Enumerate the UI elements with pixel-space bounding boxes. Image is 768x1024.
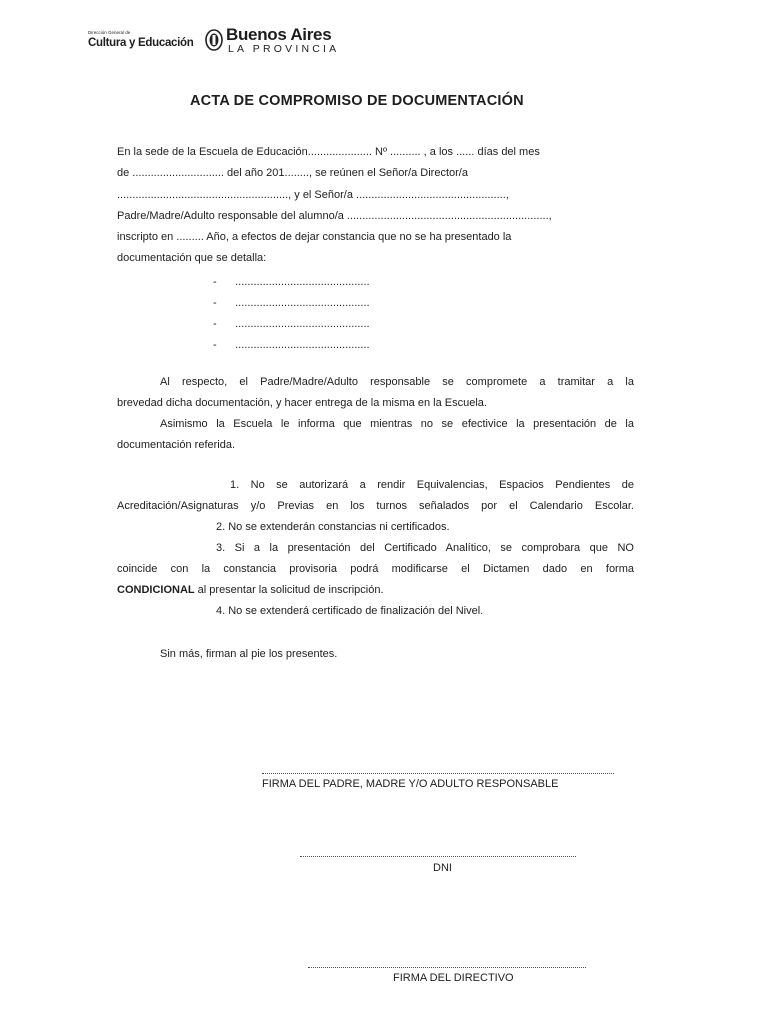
condition-1-line-1: 1. No se autorizará a rendir Equivalencias, Espacios Pendientes de <box>230 479 634 491</box>
body-p1-line-2: brevedad dicha documentación, y hacer entrega de la misma en la Escuela. <box>117 397 487 409</box>
list-bullet: - <box>213 318 217 330</box>
body-p1-line-1: Al respecto, el Padre/Madre/Adulto responsable se compromete a tramitar a la <box>160 376 634 388</box>
list-item-text: ............................................ <box>235 339 370 351</box>
dni-caption: DNI <box>433 862 452 874</box>
condition-3-line-3 <box>117 584 384 597</box>
list-item <box>213 293 370 311</box>
intro-line-5: inscripto en ......... Año, a efectos de dejar constancia que no se ha presentado la <box>117 231 512 243</box>
parent-signature-caption: FIRMA DEL PADRE, MADRE Y/O ADULTO RESPONSABLE <box>262 778 559 790</box>
list-bullet: - <box>213 276 217 288</box>
condition-2: 2. No se extenderán constancias ni certificados. <box>216 521 450 533</box>
logo-small-text: Dirección General de <box>88 30 131 35</box>
list-item-text: ............................................ <box>235 297 370 309</box>
closing-text: Sin más, firman al pie los presentes. <box>160 648 338 660</box>
brand-title: Buenos Aires <box>226 25 332 44</box>
body-p2-line-1: Asimismo la Escuela le informa que mientras no se efectivice la presentación de la <box>160 418 634 430</box>
intro-line-2: de .............................. del año 201........, se reúnen el Señor/a Director/a <box>117 167 468 179</box>
intro-line-6: documentación que se detalla: <box>117 252 267 264</box>
condition-3-rest: al presentar la solicitud de inscripción. <box>194 584 384 596</box>
body-p2-line-2: documentación referida. <box>117 439 236 451</box>
list-bullet: - <box>213 339 217 351</box>
brand-subtitle: LA PROVINCIA <box>228 43 340 55</box>
province-seal-icon <box>205 29 223 51</box>
list-item-text: ............................................ <box>235 276 370 288</box>
list-item-text: ............................................ <box>235 318 370 330</box>
list-bullet: - <box>213 297 217 309</box>
dni-line <box>300 856 576 857</box>
list-item <box>213 314 370 332</box>
page-title: ACTA DE COMPROMISO DE DOCUMENTACIÓN <box>190 93 524 109</box>
condition-4: 4. No se extenderá certificado de finalización del Nivel. <box>216 605 484 617</box>
director-signature-caption: FIRMA DEL DIRECTIVO <box>393 972 514 984</box>
condition-3-line-1: 3. Si a la presentación del Certificado Analítico, se comprobara que NO <box>216 542 634 554</box>
intro-line-4: Padre/Madre/Adulto responsable del alumno/a .................................................................., <box>117 210 552 222</box>
intro-line-3: ........................................................, y el Señor/a ................................................., <box>117 189 509 201</box>
condition-3-bold: CONDICIONAL <box>117 584 195 596</box>
culture-education-logo <box>88 30 200 50</box>
intro-line-1: En la sede de la Escuela de Educación..................... Nº .......... , a los ...... días del mes <box>117 146 540 158</box>
parent-signature-line <box>262 773 614 774</box>
list-item <box>213 272 370 290</box>
condition-3-line-2: coincide con la constancia provisoria podrá modificarse el Dictamen dado en forma <box>117 563 634 575</box>
logo-main-text: Cultura y Educación <box>88 37 194 49</box>
condition-1-line-2: Acreditación/Asignaturas y/o Previas en los turnos señalados por el Calendario Escolar. <box>117 500 634 512</box>
director-signature-line <box>308 967 586 968</box>
list-item <box>213 335 370 353</box>
